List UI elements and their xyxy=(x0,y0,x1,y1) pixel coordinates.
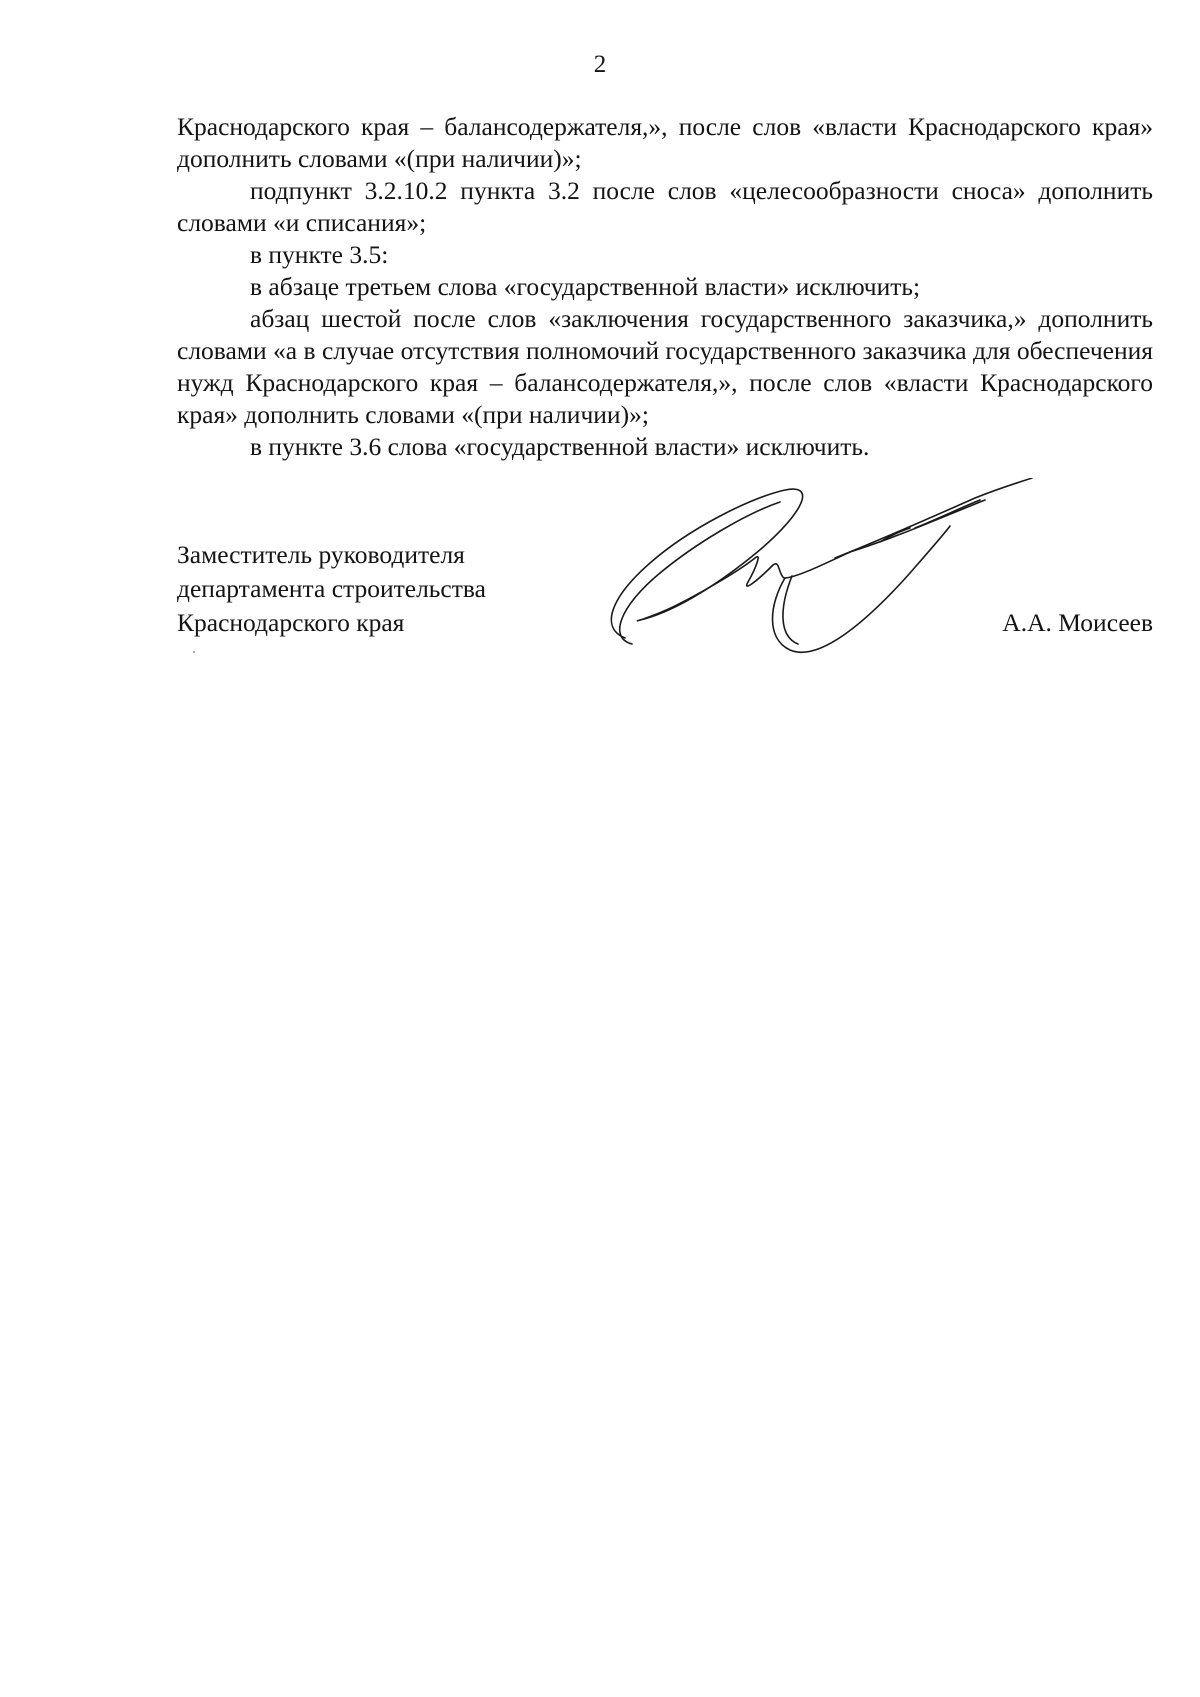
paragraph: в абзаце третьем слова «государственной власти» исключить; xyxy=(250,272,921,301)
paragraph: абзац шестой после слов «заключения государственного заказчика,» дополнить словами «а в случае отсутствия полномочий государственного заказчика для обеспечения нужд Краснодарского края – балансодержателя,», после слов «власти Краснодарского края» дополнить словами «(при наличии)»; xyxy=(177,304,1153,429)
paragraph: в пункте 3.5: xyxy=(250,240,389,269)
signatory-title-line: Заместитель руководителя xyxy=(177,540,465,569)
paragraph: подпункт 3.2.10.2 пункта 3.2 после слов «целесообразности сноса» дополнить словами «и списания»; xyxy=(177,176,1153,237)
signature-block xyxy=(177,538,1153,678)
document-body xyxy=(177,111,1153,463)
scan-speck xyxy=(193,651,195,653)
page-number: 2 xyxy=(593,51,607,78)
signatory-title-line: Краснодарского края xyxy=(177,608,405,637)
signatory-title xyxy=(177,538,486,640)
paragraph: Краснодарского края – балансодержателя,», после слов «власти Краснодарского края» дополнить словами «(при наличии)»; xyxy=(177,112,1153,173)
paragraph: в пункте 3.6 слова «государственной власти» исключить. xyxy=(250,432,870,461)
signatory-name: А.А. Моисеев xyxy=(1002,608,1153,637)
signatory-title-line: департамента строительства xyxy=(177,574,486,603)
